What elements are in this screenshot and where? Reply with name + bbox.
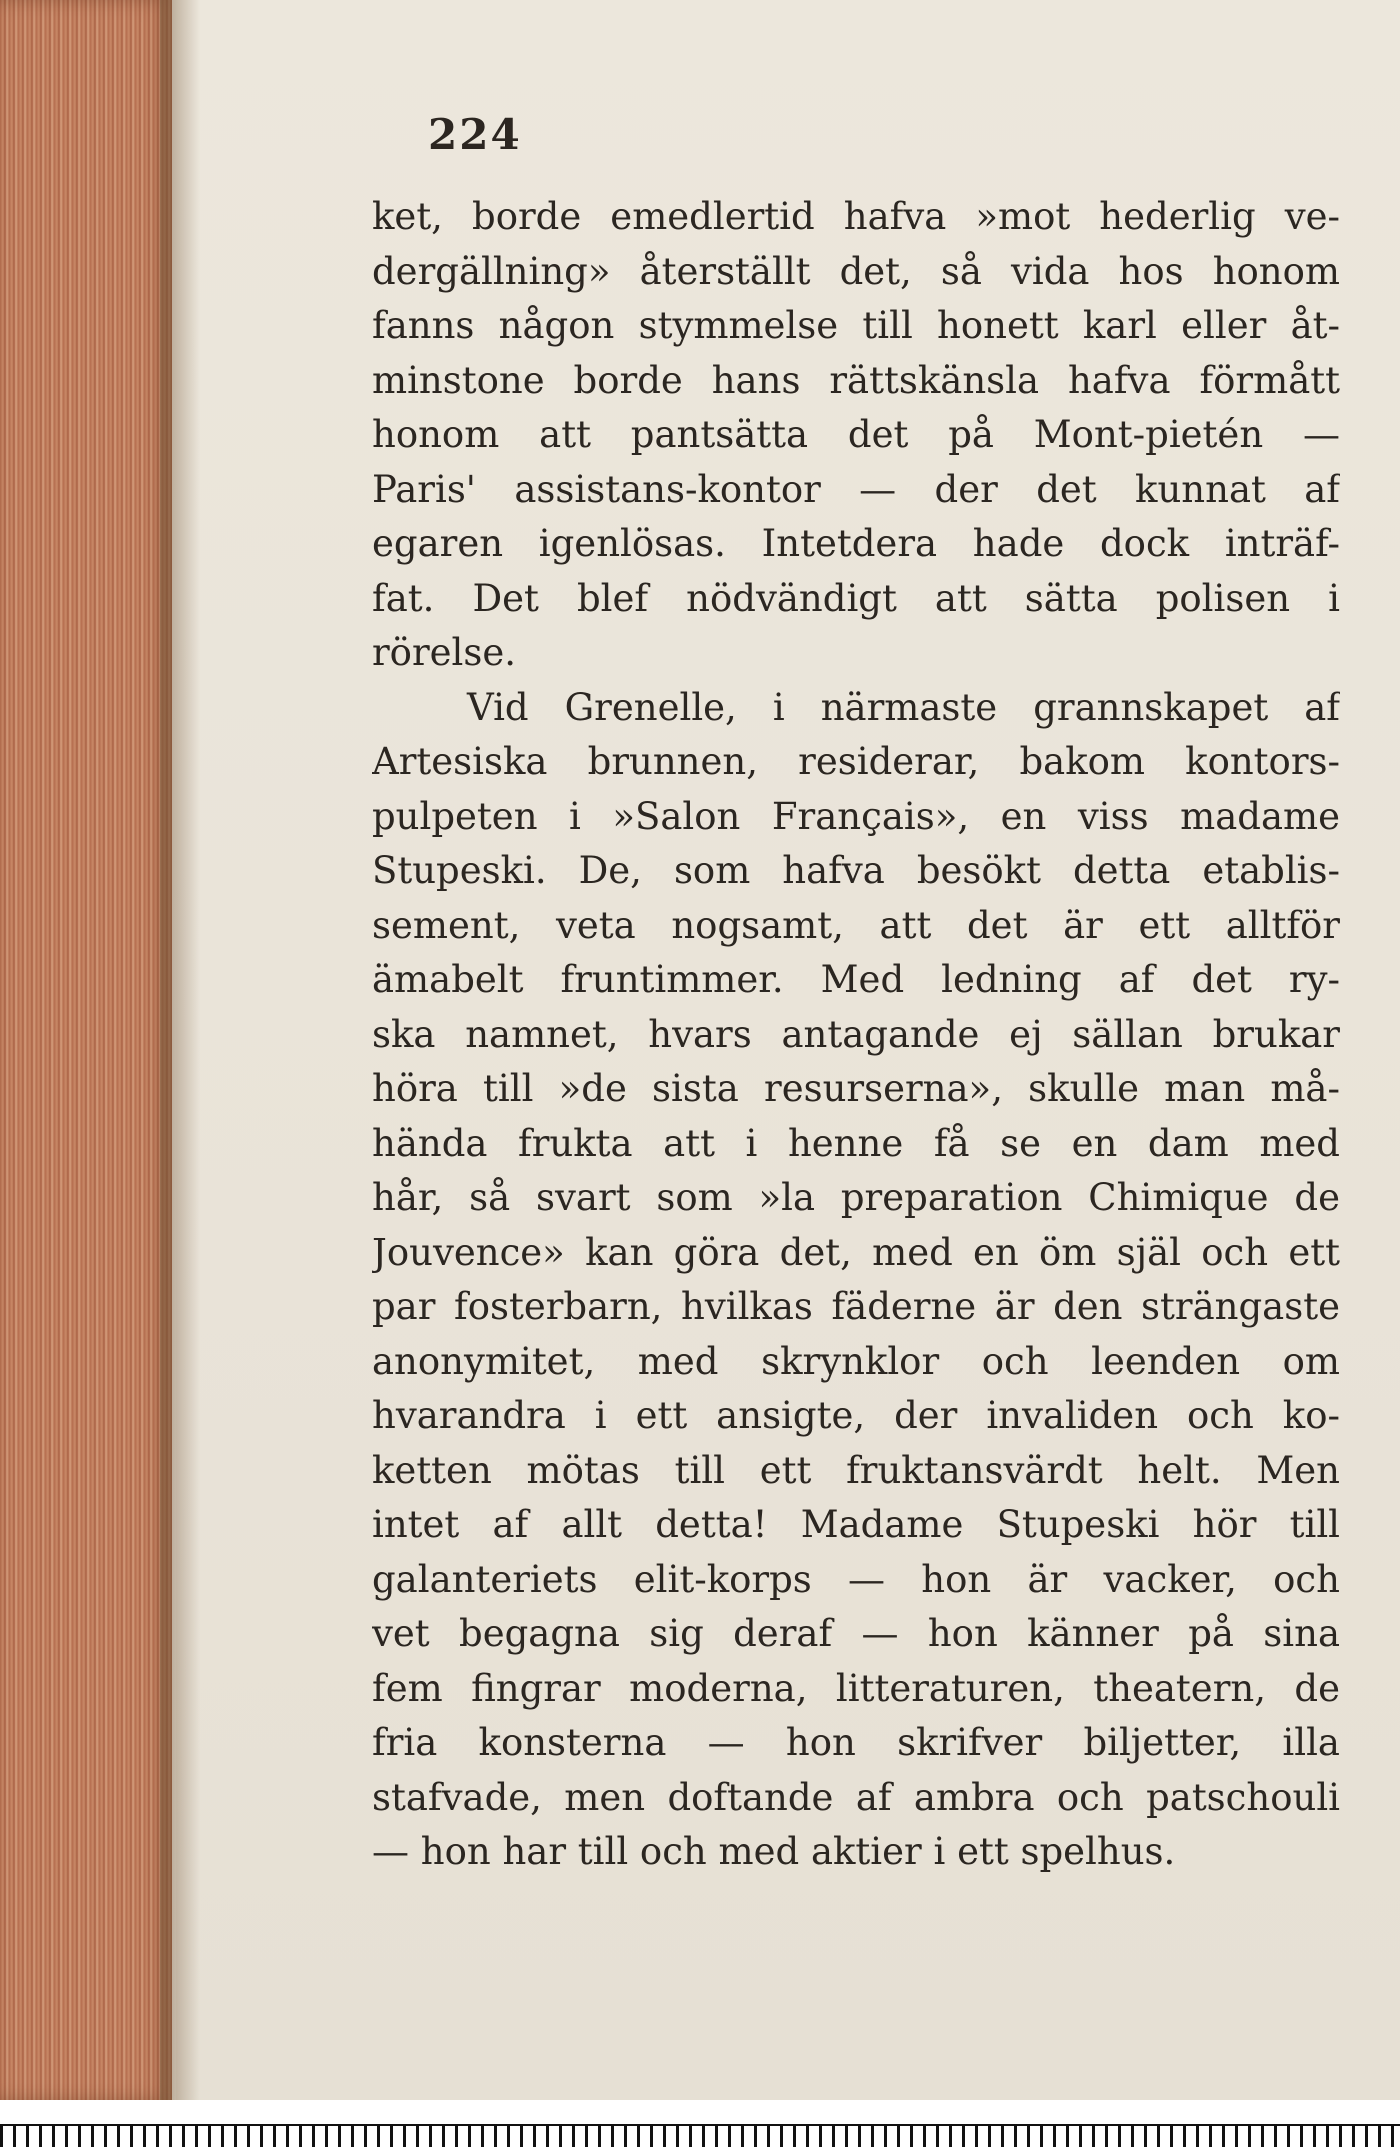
body-text xyxy=(372,190,1340,1880)
text-line: hända frukta att i henne få se en dam med xyxy=(372,1121,1340,1165)
text-line-paragraph-start: Vid Grenelle, i närmaste grannskapet af xyxy=(467,685,1340,729)
text-line: par fosterbarn, hvilkas fäderne är den strängaste xyxy=(372,1285,1340,1328)
text-line: minstone borde hans rättskänsla hafva förmått xyxy=(372,358,1340,402)
text-line: honom att pantsätta det på Mont-pietén — xyxy=(372,413,1340,456)
text-line: intet af allt detta! Madame Stupeski hör till xyxy=(372,1503,1340,1546)
text-line: fanns någon stymmelse till honett karl eller åt- xyxy=(372,304,1340,347)
text-line: pulpeten i »Salon Français», en viss madame xyxy=(372,794,1340,838)
text-line: Paris' assistans-kontor — der det kunnat af xyxy=(372,467,1340,511)
text-line: stafvade, men doftande af ambra och patschouli xyxy=(372,1775,1340,1819)
binding-gutter xyxy=(160,0,200,2100)
text-line: anonymitet, med skrynklor och leenden om xyxy=(372,1339,1340,1383)
text-line: fria konsterna — hon skrifver biljetter, illa xyxy=(372,1721,1340,1764)
text-line-page-end: — hon har till och med aktier i ett spelhus. xyxy=(372,1830,1176,1873)
text-line: ketten mötas till ett fruktansvärdt helt. Men xyxy=(372,1448,1340,1492)
text-line-paragraph-end: rörelse. xyxy=(372,631,517,674)
scan-scale-ticks xyxy=(0,2126,1400,2147)
text-line: Jouvence» kan göra det, med en öm själ och ett xyxy=(372,1230,1340,1274)
page-number: 224 xyxy=(428,110,522,159)
text-line: fat. Det blef nödvändigt att sätta polisen i xyxy=(372,576,1340,620)
book-page-edges xyxy=(0,0,172,2100)
text-line: ket, borde emedlertid hafva »mot hederlig ve- xyxy=(372,195,1340,238)
text-line: galanteriets elit-korps — hon är vacker, och xyxy=(372,1557,1340,1601)
text-line: höra till »de sista resurserna», skulle man må- xyxy=(372,1067,1340,1110)
text-line: Stupeski. De, som hafva besökt detta etablis- xyxy=(372,849,1340,892)
text-line: dergällning» återställt det, så vida hos honom xyxy=(372,249,1340,293)
text-line: vet begagna sig deraf — hon känner på sina xyxy=(372,1612,1340,1655)
text-line: ämabelt fruntimmer. Med ledning af det ry- xyxy=(372,958,1340,1001)
text-line: egaren igenlösas. Intetdera hade dock inträf- xyxy=(372,522,1340,565)
text-line: hvarandra i ett ansigte, der invaliden och ko- xyxy=(372,1394,1340,1437)
text-line: hår, så svart som »la preparation Chimique de xyxy=(372,1176,1340,1219)
text-line: fem fingrar moderna, litteraturen, theatern, de xyxy=(372,1666,1340,1710)
text-line: sement, veta nogsamt, att det är ett alltför xyxy=(372,903,1340,947)
text-line: ska namnet, hvars antagande ej sällan brukar xyxy=(372,1012,1340,1056)
text-line: Artesiska brunnen, residerar, bakom kontors- xyxy=(372,740,1340,783)
